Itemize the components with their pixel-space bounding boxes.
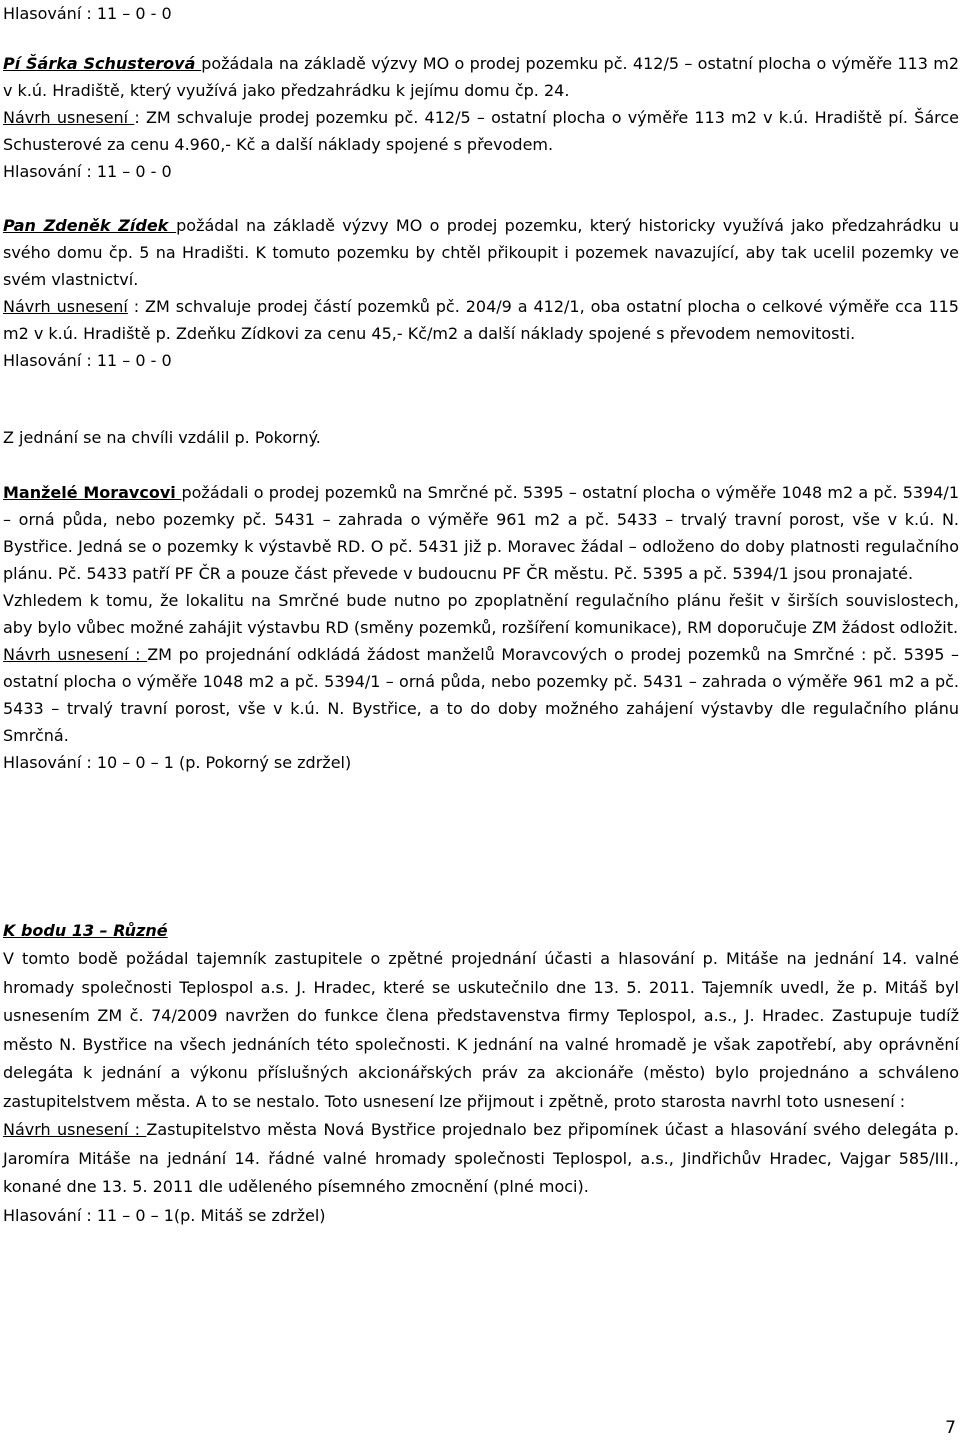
vote-result: Hlasování : 11 – 0 - 0 xyxy=(3,351,172,370)
vote-result: Hlasování : 11 – 0 - 0 xyxy=(3,162,172,181)
proposal-label: Návrh usnesení xyxy=(3,297,128,316)
meeting-note: Z jednání se na chvíli vzdálil p. Pokorný. xyxy=(3,428,321,447)
request-paragraph-zidek xyxy=(3,212,959,374)
section-text: V tomto bodě požádal tajemník zastupitele o zpětné projednání účasti a hlasování p. Mitáše na jednání 14. valné hromady společnosti Teplospol a.s. J. Hradec, které se uskutečnilo dne 13. 5. 2011. Tajemník uvedl, že p. Mitáš byl usnesením ZM č. 74/2009 navržen do funkce člena představenstva firmy Teplospol, a.s., J. Hradec. Zastupuje tudíž město N. Bystřice na všech jednáních této společnosti. K jednání na valné hromadě je však zapotřebí, aby oprávnění delegáta k jednání a výkonu příslušných akcionářských práv za akcionáře (město) bylo projednáno a schváleno zastupitelstvem města. A to se nestalo. Toto usnesení lze přijmout i zpětně, proto starosta navrhl toto usnesení : xyxy=(3,949,959,1111)
applicant-name: Manželé Moravcovi xyxy=(3,483,182,502)
applicant-name: Pan Zdeněk Zídek xyxy=(3,216,177,235)
section-heading xyxy=(3,917,959,944)
proposal-text: Zastupitelstvo města Nová Bystřice projednalo bez připomínek účast a hlasování svého delegáta p. Jaromíra Mitáše na jednání 14. řádné valné hromady společnosti Teplospol, a.s., Jindřichův Hradec, Vajgar 585/III., konané dne 13. 5. 2011 dle uděleného písemného zmocnění (plné moci). xyxy=(3,1120,959,1196)
proposal-text: : ZM schvaluje prodej pozemku pč. 412/5 – ostatní plocha o výměře 113 m2 v k.ú. Hradiště pí. Šárce Schusterové za cenu 4.960,- Kč a další náklady spojené s převodem. xyxy=(3,108,959,154)
proposal-label: Návrh usnesení : xyxy=(3,645,148,664)
request-text: požádala na základě výzvy MO o prodej pozemku pč. 412/5 – ostatní plocha o výměře 113 m2 v k.ú. Hradiště, který využívá jako předzahrádku k jejímu domu čp. 24. xyxy=(3,54,959,100)
request-text: požádal na základě výzvy MO o prodej pozemku, který historicky využívá jako předzahrádku u svého domu čp. 5 na Hradišti. K tomuto pozemku by chtěl přikoupit i pozemek navazující, aby tak ucelil pozemky ve svém vlastnictví. xyxy=(3,216,959,289)
page-number: 7 xyxy=(945,1418,956,1438)
council-reasoning: Vzhledem k tomu, že lokalitu na Smrčné bude nutno po zpoplatnění regulačního plánu řešit v širších souvislostech, aby bylo vůbec možné zahájit výstavbu RD (směny pozemků, rozšíření komunikace), RM doporučuje ZM žádost odložit. xyxy=(3,591,959,637)
request-text: požádali o prodej pozemků na Smrčné pč. 5395 – ostatní plocha o výměře 1048 m2 a pč. 5394/1 – orná půda, nebo pozemky pč. 5431 – zahrada o výměře 961 m2 a pč. 5433 – trvalý travní porost, vše v k.ú. N. Bystřice. Jedná se o pozemky k výstavbě RD. O pč. 5431 již p. Moravec žádal – odloženo do doby platnosti regulačního plánu. Pč. 5433 patří PF ČR a pouze část převede v budoucnu PF ČR městu. Pč. 5395 a pč. 5394/1 jsou pronajaté. xyxy=(3,483,960,583)
proposal-text: : ZM schvaluje prodej částí pozemků pč. 204/9 a 412/1, oba ostatní plocha o celkové výměře cca 115 m2 v k.ú. Hradiště p. Zdeňku Zídkovi za cenu 45,- Kč/m2 a další náklady spojené s převodem nemovitosti. xyxy=(3,297,959,343)
vote-result: Hlasování : 11 – 0 – 1(p. Mitáš se zdržel) xyxy=(3,1205,326,1225)
proposal-label: Návrh usnesení xyxy=(3,108,135,127)
proposal-text: ZM po projednání odkládá žádost manželů Moravcových o prodej pozemků na Smrčné : pč. 5395 – ostatní plocha o výměře 1048 m2 a pč. 5394/1 – orná půda, nebo pozemky pč. 5431 – zahrada o výměře 961 m2 a pč. 5433 – trvalý travní porost, vše v k.ú. N. Bystřice, a to do doby možného zahájení výstavby dle regulačního plánu Smrčná. xyxy=(3,645,960,745)
vote-result: Hlasování : 10 – 0 – 1 (p. Pokorný se zdržel) xyxy=(3,753,352,772)
vote-result: Hlasování : 11 – 0 - 0 xyxy=(3,4,172,23)
request-paragraph-moravcovi xyxy=(3,479,959,776)
applicant-name: Pí Šárka Schusterová xyxy=(3,54,202,73)
section-13-heading: K bodu 13 – Různé xyxy=(3,921,168,940)
request-paragraph-schusterova xyxy=(3,50,959,185)
section-13-body xyxy=(3,945,959,1230)
proposal-label: Návrh usnesení : xyxy=(3,1120,147,1139)
